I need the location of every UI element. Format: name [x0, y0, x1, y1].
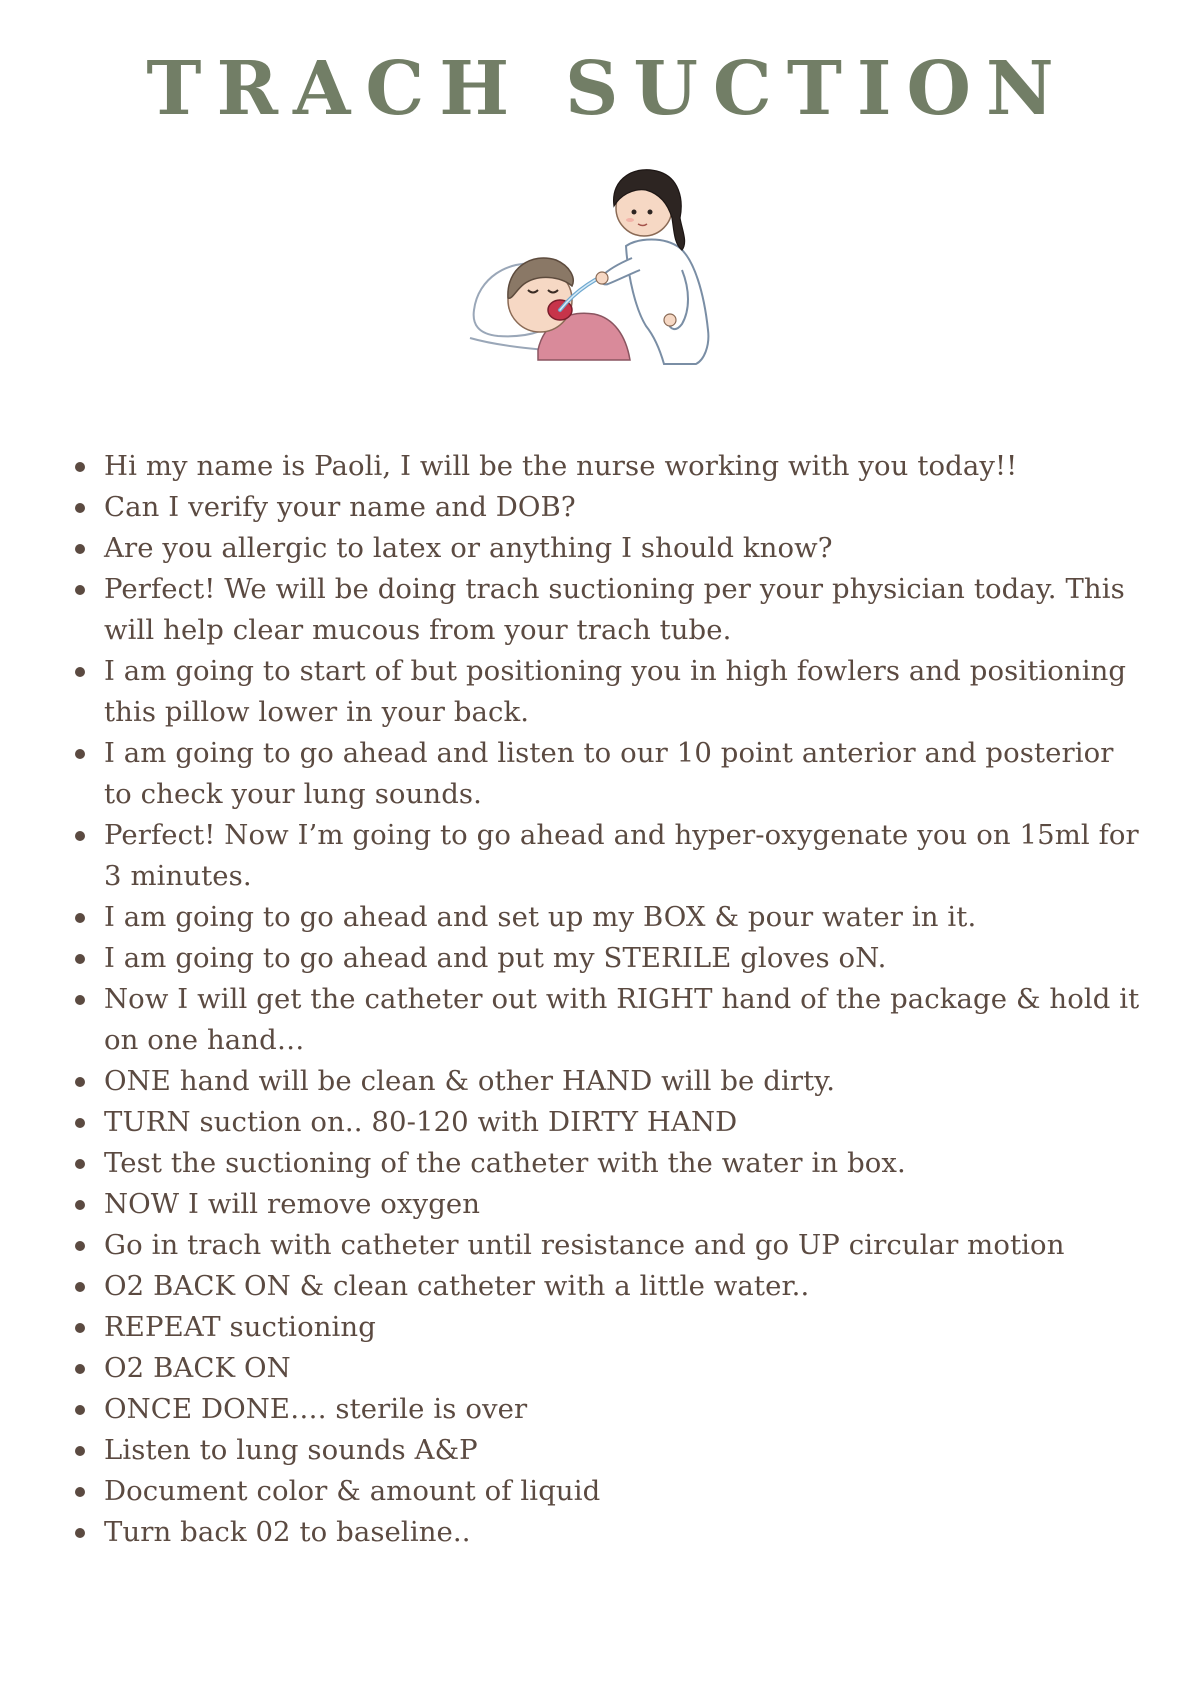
bullet-icon: [75, 1118, 85, 1128]
step-item: [70, 1512, 1150, 1553]
step-item: [70, 569, 1150, 651]
bullet-icon: [75, 1241, 85, 1251]
step-item: [70, 1389, 1150, 1430]
nurse-blush: [626, 218, 634, 222]
step-text: I am going to go ahead and listen to our 10 point anterior and posterior to check your lung sounds.: [104, 737, 1114, 810]
step-item: [70, 446, 1150, 487]
bullet-icon: [75, 1159, 85, 1169]
step-text: ONCE DONE…. sterile is over: [104, 1393, 528, 1425]
step-item: [70, 1430, 1150, 1471]
bullet-icon: [75, 831, 85, 841]
step-item: [70, 938, 1150, 979]
bullet-icon: [75, 462, 85, 472]
step-item: [70, 1143, 1150, 1184]
bullet-icon: [75, 503, 85, 513]
bullet-icon: [75, 1528, 85, 1538]
step-item: [70, 651, 1150, 733]
nurse-suctioning-patient-illustration: [468, 160, 738, 370]
step-text: O2 BACK ON: [104, 1352, 291, 1384]
bullet-icon: [75, 667, 85, 677]
nurse-eye-left: [632, 210, 637, 215]
nurse-hand-right: [664, 314, 676, 326]
bullet-icon: [75, 1364, 85, 1374]
nurse-hand: [596, 272, 608, 284]
step-text: Perfect! Now I’m going to go ahead and hyper-oxygenate you on 15ml for 3 minutes.: [104, 819, 1139, 892]
step-item: [70, 1225, 1150, 1266]
bullet-icon: [75, 1487, 85, 1497]
step-text: I am going to start of but positioning you in high fowlers and positioning this pillow lower in your back.: [104, 655, 1127, 728]
step-text: Test the suctioning of the catheter with the water in box.: [104, 1147, 906, 1179]
step-item: [70, 979, 1150, 1061]
bullet-icon: [75, 585, 85, 595]
step-item: [70, 1102, 1150, 1143]
step-text: ONE hand will be clean & other HAND will be dirty.: [104, 1065, 836, 1097]
page-title: TRACH SUCTION: [146, 46, 1069, 132]
step-item: [70, 897, 1150, 938]
step-text: Are you allergic to latex or anything I should know?: [104, 532, 833, 564]
step-text: Listen to lung sounds A&P: [104, 1434, 478, 1466]
bullet-icon: [75, 544, 85, 554]
step-text: Turn back 02 to baseline..: [104, 1516, 471, 1548]
nurse-uniform: [626, 240, 708, 365]
step-text: I am going to go ahead and put my STERILE gloves oN.: [104, 942, 887, 974]
step-text: Now I will get the catheter out with RIGHT hand of the package & hold it on one hand…: [104, 983, 1140, 1056]
step-text: I am going to go ahead and set up my BOX & pour water in it.: [104, 901, 977, 933]
step-item: [70, 1266, 1150, 1307]
bullet-icon: [75, 1282, 85, 1292]
step-text: Perfect! We will be doing trach suctioning per your physician today. This will help clear mucous from your trach tube.: [104, 573, 1125, 646]
bullet-icon: [75, 1323, 85, 1333]
bullet-icon: [75, 913, 85, 923]
bullet-icon: [75, 1077, 85, 1087]
step-item: [70, 487, 1150, 528]
nurse-eye-right: [648, 210, 653, 215]
bullet-icon: [75, 1200, 85, 1210]
step-item: [70, 1061, 1150, 1102]
step-item: [70, 1307, 1150, 1348]
bullet-icon: [75, 749, 85, 759]
bullet-icon: [75, 995, 85, 1005]
step-item: [70, 1184, 1150, 1225]
bullet-icon: [75, 1405, 85, 1415]
step-text: Document color & amount of liquid: [104, 1475, 601, 1507]
step-text: NOW I will remove oxygen: [104, 1188, 481, 1220]
step-item: [70, 528, 1150, 569]
suction-steps-list: [70, 446, 1150, 1553]
step-text: O2 BACK ON & clean catheter with a little water..: [104, 1270, 810, 1302]
step-text: Hi my name is Paoli, I will be the nurse working with you today!!: [104, 450, 1018, 482]
bullet-icon: [75, 1446, 85, 1456]
step-text: REPEAT suctioning: [104, 1311, 376, 1343]
step-item: [70, 733, 1150, 815]
bullet-icon: [75, 954, 85, 964]
step-item: [70, 1471, 1150, 1512]
step-text: Can I verify your name and DOB?: [104, 491, 576, 523]
step-text: Go in trach with catheter until resistance and go UP circular motion: [104, 1229, 1065, 1261]
step-item: [70, 815, 1150, 897]
step-item: [70, 1348, 1150, 1389]
step-text: TURN suction on.. 80-120 with DIRTY HAND: [104, 1106, 738, 1138]
